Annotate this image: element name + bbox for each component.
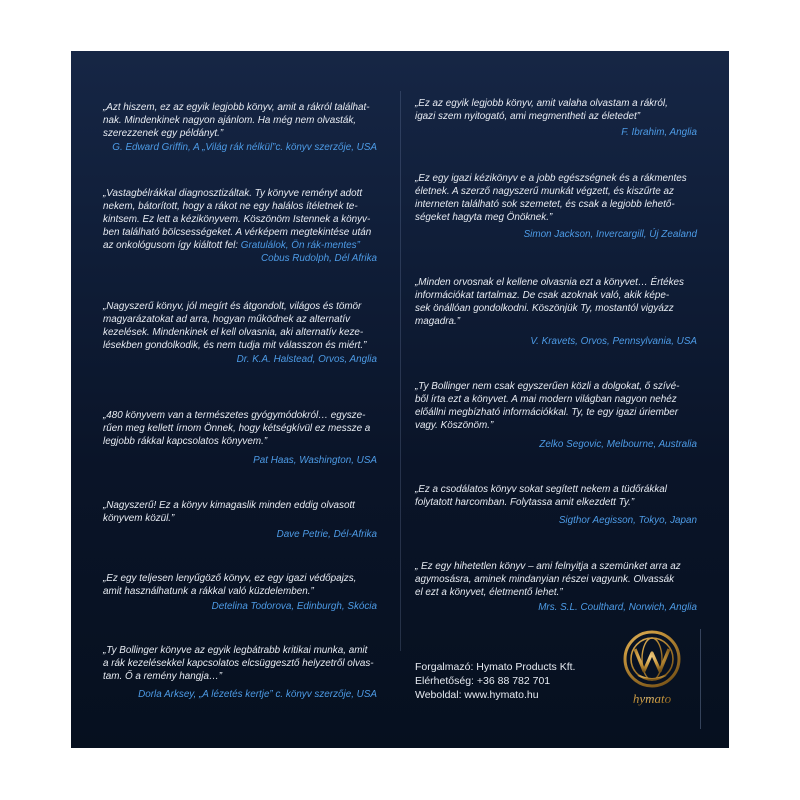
- quote-attribution: V. Kravets, Orvos, Pennsylvania, USA: [530, 336, 697, 347]
- back-cover: [71, 51, 729, 748]
- contact-info: [415, 660, 605, 702]
- hymato-globe-logo-icon: [616, 629, 688, 711]
- quote-attribution: Zelko Segovic, Melbourne, Australia: [539, 439, 697, 450]
- quote-line: „Ez egy igazi kézikönyv e a jobb egészségnek és a rákmentes: [415, 173, 687, 184]
- quote-line: interneten található sok szemetet, és csak a legjobb lehető-: [415, 199, 675, 210]
- website-link[interactable]: Weboldal: www.hymato.hu: [415, 689, 539, 701]
- quote-line: tam. Ő a remény hangja…”: [103, 671, 223, 682]
- phone-text: Elérhetőség: +36 88 782 701: [415, 675, 551, 687]
- distributor-text: Forgalmazó: Hymato Products Kft.: [415, 661, 576, 673]
- quote-line: információkat tartalmaz. De csak azoknak való, akik képe-: [415, 290, 670, 301]
- quote-line: igazi szem nyitogató, ami megmentheti az életedet”: [415, 111, 641, 122]
- quote-line: amit használhatunk a rákkal való küzdelemben.”: [103, 586, 314, 597]
- quote-line: el ezt a könyvet, életmentő lehet.”: [415, 587, 563, 598]
- quote-line: [103, 239, 377, 252]
- quote-attribution: Sigthor Aegisson, Tokyo, Japan: [558, 515, 697, 526]
- quote-line: vagy. Köszönöm.”: [415, 420, 494, 431]
- quote-line: „Ez a csodálatos könyv sokat segített nekem a tüdőrákkal: [415, 484, 667, 495]
- quote-line: nekem, bátorított, hogy a rákot ne egy halálos ítéletnek te-: [103, 201, 358, 212]
- column-divider: [400, 91, 401, 651]
- quote-line: szerezzenek egy példányt.”: [103, 128, 224, 139]
- quote-line: folytatott harcomban. Folytassa amit elkezdett Ty.”: [415, 497, 635, 508]
- quote-line: nak. Mindenkinek nagyon ajánlom. Ha még nem olvasták,: [103, 115, 357, 126]
- quote-line: ből írta ezt a könyvet. A mai modern világban nagyon nehéz: [415, 394, 677, 405]
- quote-attribution: Simon Jackson, Invercargill, Új Zealand: [523, 229, 697, 240]
- quote-line: „Vastagbélrákkal diagnosztizáltak. Ty könyve reményt adott: [103, 188, 363, 199]
- quote-line: kintsem. Ez lett a kézikönyvem. Köszönöm Istennek a könyv-: [103, 214, 371, 225]
- quote-line: „Ez az egyik legjobb könyv, amit valaha olvastam a rákról,: [415, 98, 668, 109]
- quote-highlight: Gratulálok, Ön rák-mentes”: [240, 240, 360, 251]
- quote-line: lésekben gondolkodik, és nem tudja mit válasszon és miért.”: [103, 340, 367, 351]
- quote-line: agymosásra, aminek mindanyian részei vagyunk. Olvassák: [415, 574, 675, 585]
- quote-line: könyvem közül.”: [103, 513, 175, 524]
- quote-line: „Ez egy teljesen lenyűgöző könyv, ez egy igazi védőpajzs,: [103, 573, 357, 584]
- quote-line: sek önállóan gondolkodni. Köszönjük Ty, mostantól vigyázz: [415, 303, 674, 314]
- quote-attribution: Dr. K.A. Halstead, Orvos, Anglia: [236, 354, 377, 365]
- quote-attribution: Dorla Arksey, „A lézetés kertje” c. könyv szerzője, USA: [138, 689, 377, 700]
- quote-attribution: F. Ibrahim, Anglia: [621, 127, 697, 138]
- quote-line: kezelések. Mindenkinek el kell olvasnia, aki alternatív keze-: [103, 327, 364, 338]
- quote-line: „Nagyszerű! Ez a könyv kimagaslik minden eddig olvasott: [103, 500, 355, 511]
- quote-line: rűen meg kellett írnom Önnek, hogy kétségkívül ez messze a: [103, 423, 371, 434]
- quote-line: „Nagyszerű könyv, jól megírt és átgondolt, világos és tömör: [103, 301, 362, 312]
- logo-wordmark: hymato: [632, 691, 672, 706]
- quote-attribution: Pat Haas, Washington, USA: [253, 455, 377, 466]
- quote-line: „ Ez egy hihetetlen könyv – ami felnyitja a szemünket arra az: [415, 561, 681, 572]
- quote-line: ben található bölcsességeket. A vérképem megtekintése után: [103, 227, 372, 238]
- quote-line: legjobb rákkal kapcsolatos könyvem.”: [103, 436, 268, 447]
- quote-line: ségeket hagyta meg Önöknek.”: [415, 212, 553, 223]
- quote-line: „Ty Bollinger nem csak egyszerűen közli a dolgokat, ő szívé-: [415, 381, 680, 392]
- quote-line: „Minden orvosnak el kellene olvasnia ezt a könyvet… Értékes: [415, 277, 684, 288]
- logo-divider: [700, 629, 701, 729]
- quote-line: „Azt hiszem, ez az egyik legjobb könyv, amit a rákról találhat-: [103, 102, 370, 113]
- quote-attribution: Dave Petrie, Dél-Afrika: [276, 529, 377, 540]
- quote-line: magyarázatokat ad arra, hogyan működnek az alternatív: [103, 314, 351, 325]
- quote-line: életnek. A szerző nagyszerű munkát végzett, és kiszűrte az: [415, 186, 674, 197]
- quote-line: „480 könyvem van a természetes gyógymódokról… egysze-: [103, 410, 366, 421]
- quote-text: az onkológusom így kiáltott fel:: [103, 240, 239, 251]
- quote-attribution: Detelina Todorova, Edinburgh, Skócia: [211, 601, 377, 612]
- quote-line: „Ty Bollinger könyve az egyik legbátrabb kritikai munka, amit: [103, 645, 368, 656]
- quote-line: előállni megbízható információkkal. Ty, te egy igazi úriember: [415, 407, 679, 418]
- quote-line: a rák kezelésekkel kapcsolatos elcsüggesztő helyzetről olvas-: [103, 658, 374, 669]
- quote-attribution: G. Edward Griffin, A „Világ rák nélkül”c. könyv szerzője, USA: [112, 142, 377, 153]
- quote-attribution: Mrs. S.L. Coulthard, Norwich, Anglia: [538, 602, 697, 613]
- quote-attribution: Cobus Rudolph, Dél Afrika: [261, 253, 377, 264]
- quote-line: magadra.”: [415, 316, 461, 327]
